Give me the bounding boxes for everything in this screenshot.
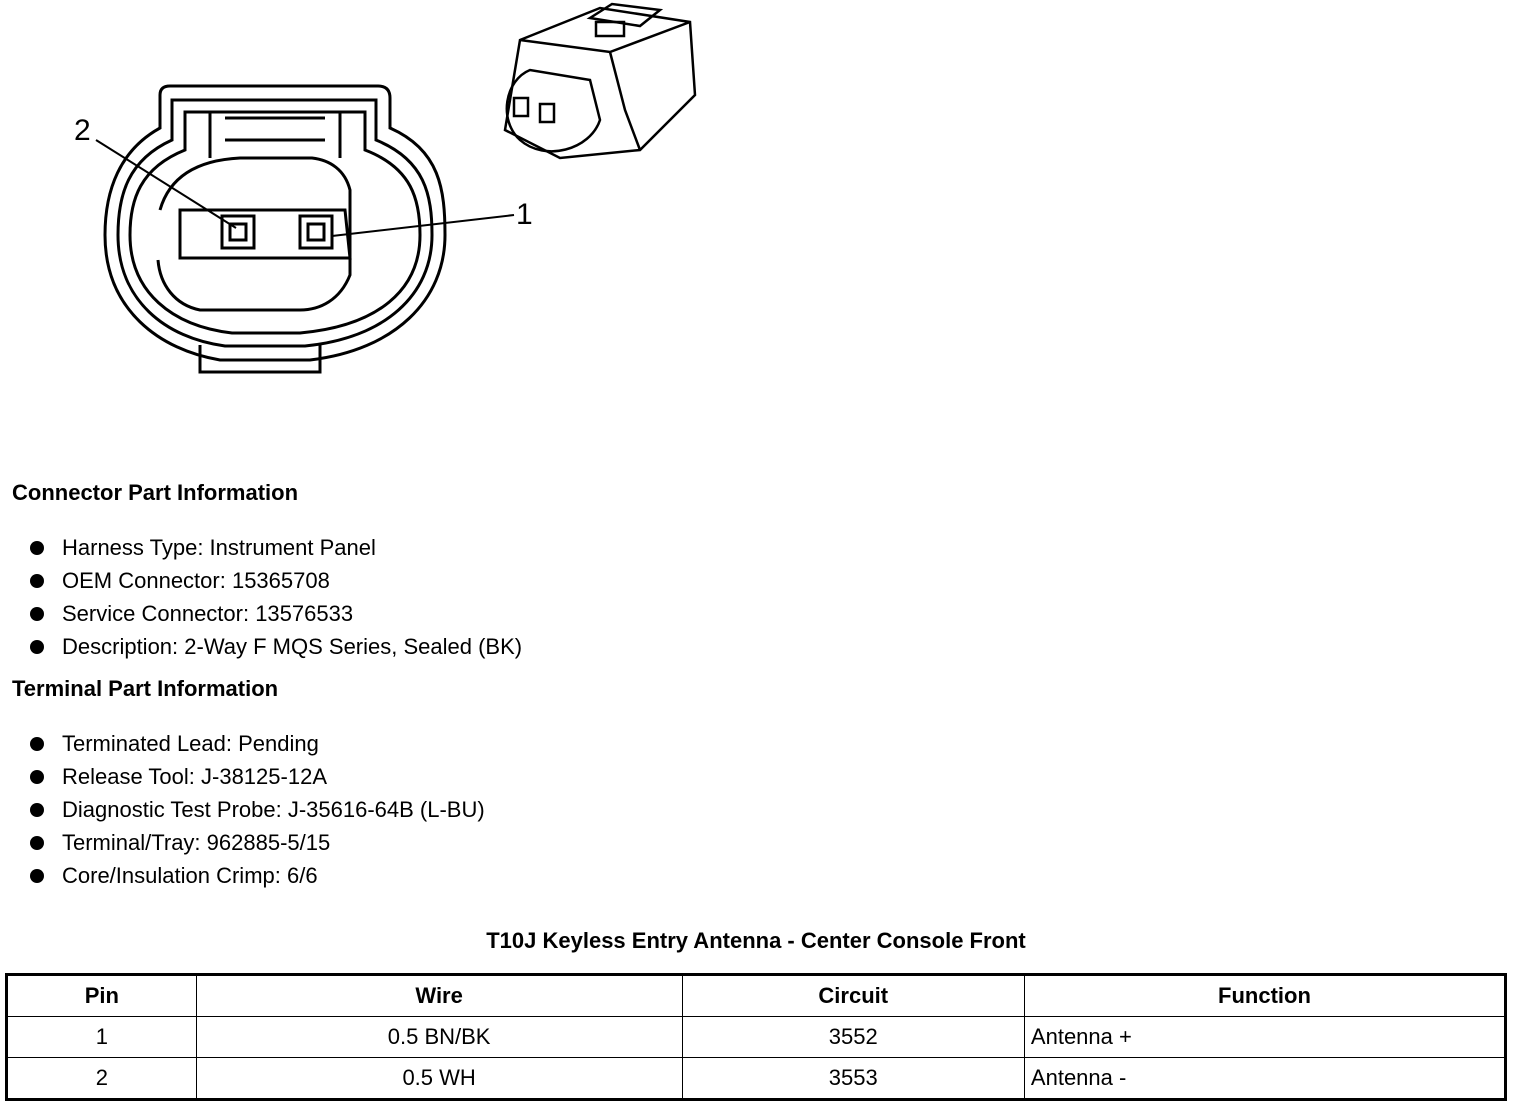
pin-2-callout: 2 (74, 114, 91, 147)
bullet-icon (30, 574, 44, 588)
cell-pin: 1 (7, 1017, 197, 1058)
table-header-row (7, 975, 1506, 1017)
header-function: Function (1024, 975, 1505, 1017)
harness-type: Harness Type: Instrument Panel (62, 535, 376, 560)
bullet-icon (30, 541, 44, 555)
list-item (30, 793, 485, 826)
header-circuit: Circuit (682, 975, 1024, 1017)
list-item (30, 826, 485, 859)
bullet-icon (30, 607, 44, 621)
header-pin: Pin (7, 975, 197, 1017)
pin-table (5, 973, 1507, 1101)
terminal-part-info-heading: Terminal Part Information (12, 676, 279, 701)
connector-part-info-list (30, 531, 522, 663)
list-item (30, 630, 522, 663)
list-item (30, 727, 485, 760)
table-row (7, 1058, 1506, 1100)
cell-circuit: 3553 (682, 1058, 1024, 1100)
connector-description: Description: 2-Way F MQS Series, Sealed (BK) (62, 634, 523, 659)
header-wire: Wire (196, 975, 682, 1017)
connector-diagram (0, 0, 760, 400)
pin-table-title: T10J Keyless Entry Antenna - Center Console Front (486, 928, 1026, 953)
connector-face-drawing (0, 0, 760, 400)
terminated-lead: Terminated Lead: Pending (62, 731, 319, 756)
bullet-icon (30, 770, 44, 784)
cell-circuit: 3552 (682, 1017, 1024, 1058)
terminal-part-info-list (30, 727, 485, 892)
list-item (30, 859, 485, 892)
service-connector: Service Connector: 13576533 (62, 601, 354, 626)
table-row (7, 1017, 1506, 1058)
cell-function: Antenna + (1024, 1017, 1505, 1058)
cell-wire: 0.5 BN/BK (196, 1017, 682, 1058)
bullet-icon (30, 803, 44, 817)
bullet-icon (30, 737, 44, 751)
list-item (30, 564, 522, 597)
cell-pin: 2 (7, 1058, 197, 1100)
bullet-icon (30, 836, 44, 850)
core-insulation-crimp: Core/Insulation Crimp: 6/6 (62, 863, 318, 888)
list-item (30, 760, 485, 793)
diagnostic-test-probe: Diagnostic Test Probe: J-35616-64B (L-BU) (62, 797, 485, 822)
release-tool: Release Tool: J-38125-12A (62, 764, 327, 789)
oem-connector: OEM Connector: 15365708 (62, 568, 330, 593)
bullet-icon (30, 869, 44, 883)
pin-1-callout: 1 (516, 198, 533, 231)
list-item (30, 597, 522, 630)
connector-part-info-heading: Connector Part Information (12, 480, 299, 505)
terminal-tray: Terminal/Tray: 962885-5/15 (62, 830, 331, 855)
list-item (30, 531, 522, 564)
cell-function: Antenna - (1024, 1058, 1505, 1100)
cell-wire: 0.5 WH (196, 1058, 682, 1100)
bullet-icon (30, 640, 44, 654)
